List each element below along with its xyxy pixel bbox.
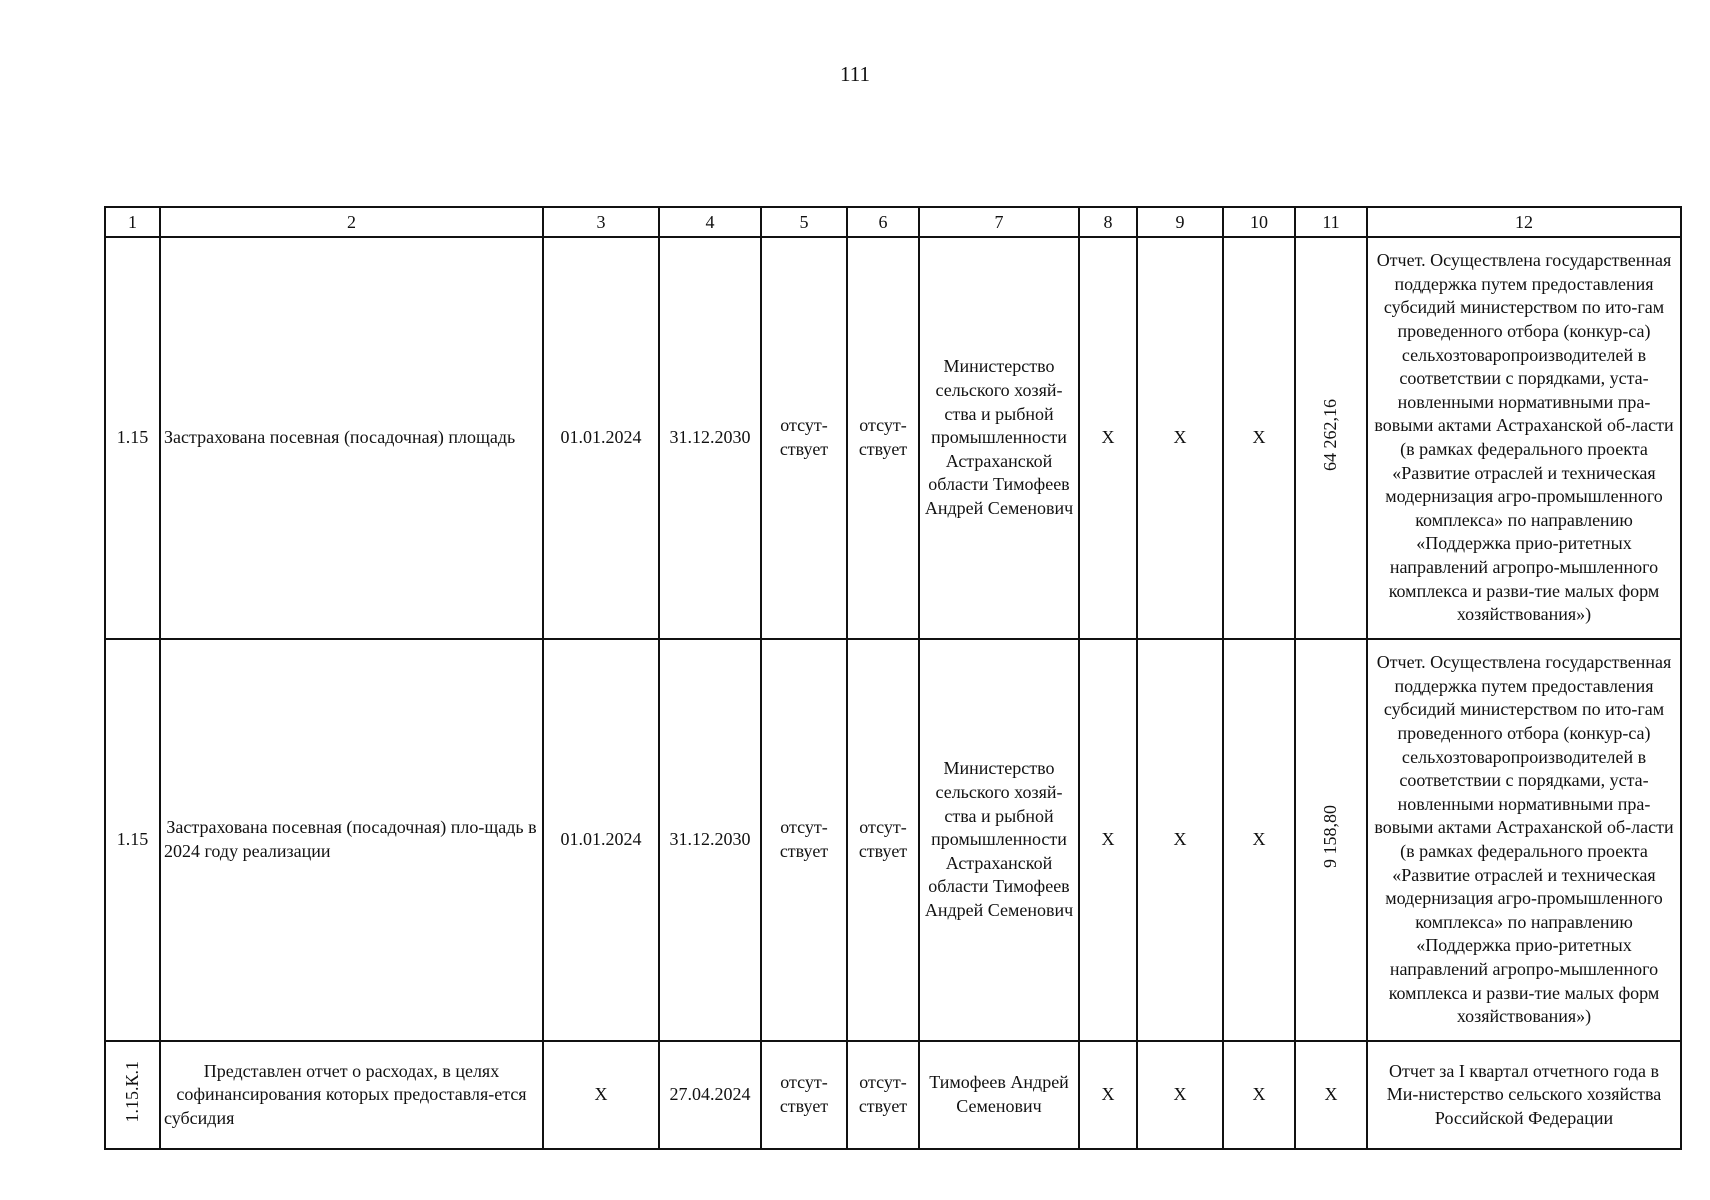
table-row: [105, 237, 1681, 639]
amount-cell: [1295, 237, 1367, 639]
row-number-cell: [105, 1041, 160, 1149]
start-date: 01.01.2024: [543, 237, 659, 639]
header-row: [105, 207, 1681, 237]
col9-value: X: [1137, 237, 1223, 639]
amount-value: 64 262,16: [1320, 398, 1341, 471]
start-date: X: [543, 1041, 659, 1149]
header-cell: 11: [1295, 207, 1367, 237]
result-description: Отчет. Осуществлена государственная поддержка путем предоставления субсидий министерством по ито-гам проведенного отбора (конкур-са) сельхозтоваропроизводителей в соответствии с порядками, уста-новленными нормативными пра-вовыми актами Астраханской об-ласти (в рамках федерального проекта «Развитие отраслей и техническая модернизация агро-промышленного комплекса» по направлению «Поддержка прио-ритетных направлений агропро-мышленного комплекса и разви-тие малых форм хозяйствования»): [1367, 237, 1681, 639]
col5-value: отсут-ствует: [761, 237, 847, 639]
col10-value: X: [1223, 1041, 1295, 1149]
table-row: [105, 639, 1681, 1041]
measure-name: Представлен отчет о расходах, в целях софинансирования которых предоставля-ется субсидия: [160, 1041, 543, 1149]
col11-value: X: [1295, 1041, 1367, 1149]
col6-value: отсут-ствует: [847, 237, 919, 639]
result-description: Отчет. Осуществлена государственная поддержка путем предоставления субсидий министерством по ито-гам проведенного отбора (конкур-са) сельхозтоваропроизводителей в соответствии с порядками, уста-новленными нормативными пра-вовыми актами Астраханской об-ласти (в рамках федерального проекта «Развитие отраслей и техническая модернизация агро-промышленного комплекса» по направлению «Поддержка прио-ритетных направлений агропро-мышленного комплекса и разви-тие малых форм хозяйствования»): [1367, 639, 1681, 1041]
col8-value: X: [1079, 1041, 1137, 1149]
responsible: Тимофеев Андрей Семенович: [919, 1041, 1079, 1149]
page-number: 111: [840, 62, 870, 86]
result-description: Отчет за I квартал отчетного года в Ми-нистерство сельского хозяйства Российской Федерации: [1367, 1041, 1681, 1149]
start-date: 01.01.2024: [543, 639, 659, 1041]
responsible: Министерство сельского хозяй-ства и рыбной промышленности Астраханской области Тимофеев Андрей Семенович: [919, 639, 1079, 1041]
header-cell: 7: [919, 207, 1079, 237]
end-date: 27.04.2024: [659, 1041, 761, 1149]
header-cell: 2: [160, 207, 543, 237]
amount-cell: [1295, 639, 1367, 1041]
header-cell: 8: [1079, 207, 1137, 237]
col9-value: X: [1137, 1041, 1223, 1149]
amount-value: 9 158,80: [1320, 805, 1341, 869]
header-cell: 5: [761, 207, 847, 237]
header-cell: 9: [1137, 207, 1223, 237]
header-cell: 3: [543, 207, 659, 237]
col9-value: X: [1137, 639, 1223, 1041]
row-number: 1.15: [105, 639, 160, 1041]
measures-table: [104, 206, 1682, 1150]
measure-name: Застрахована посевная (посадочная) площадь: [160, 237, 543, 639]
row-number: 1.15: [105, 237, 160, 639]
col8-value: X: [1079, 237, 1137, 639]
table-row: [105, 1041, 1681, 1149]
header-cell: 4: [659, 207, 761, 237]
col8-value: X: [1079, 639, 1137, 1041]
col5-value: отсут-ствует: [761, 639, 847, 1041]
col6-value: отсут-ствует: [847, 1041, 919, 1149]
col5-value: отсут-ствует: [761, 1041, 847, 1149]
header-cell: 6: [847, 207, 919, 237]
row-number: 1.15.К.1: [121, 1060, 142, 1123]
header-cell: 10: [1223, 207, 1295, 237]
end-date: 31.12.2030: [659, 639, 761, 1041]
end-date: 31.12.2030: [659, 237, 761, 639]
measure-name: Застрахована посевная (посадочная) пло-щадь в 2024 году реализации: [160, 639, 543, 1041]
col10-value: X: [1223, 639, 1295, 1041]
responsible: Министерство сельского хозяй-ства и рыбной промышленности Астраханской области Тимофеев Андрей Семенович: [919, 237, 1079, 639]
header-cell: 12: [1367, 207, 1681, 237]
col10-value: X: [1223, 237, 1295, 639]
col6-value: отсут-ствует: [847, 639, 919, 1041]
header-cell: 1: [105, 207, 160, 237]
